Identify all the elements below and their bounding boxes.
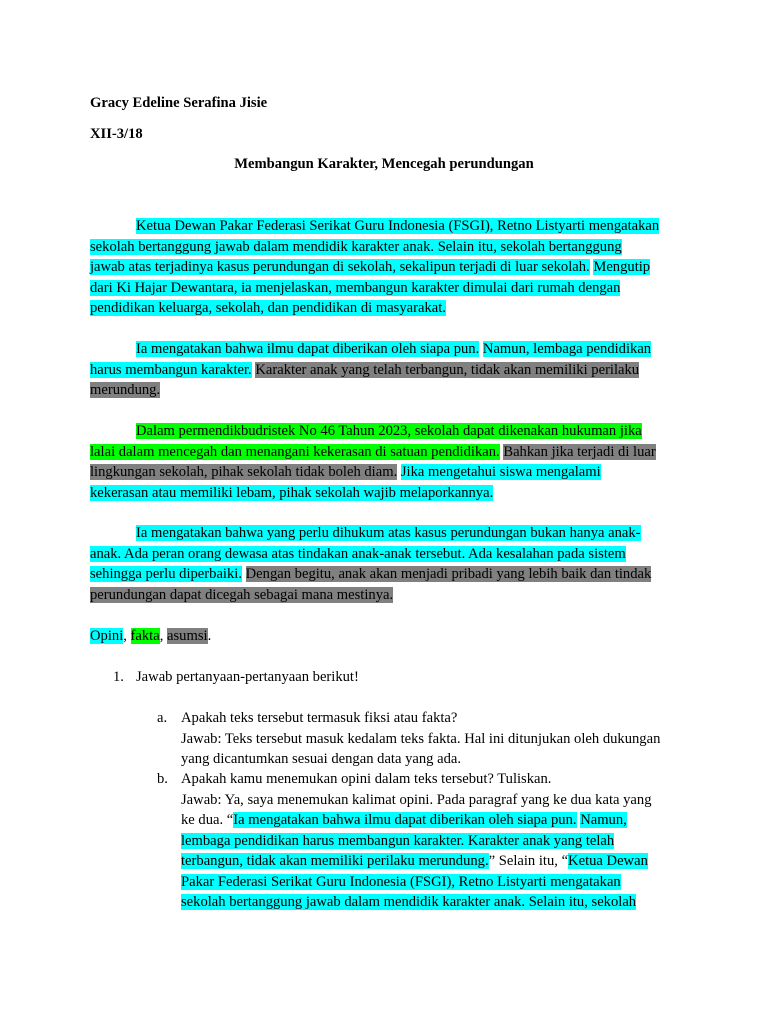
- paragraph-4-line: [90, 585, 690, 606]
- paragraph-4-line: [90, 564, 690, 585]
- paragraph-2-line: [90, 360, 690, 381]
- paragraph-4-line: [136, 523, 736, 544]
- paragraph-2-line: [90, 380, 690, 401]
- paragraph-3-line: [90, 483, 690, 504]
- highlight-cyan: Ia mengatakan bahwa yang perlu dihukum atas kasus perundungan bukan hanya anak-: [136, 525, 641, 541]
- question-b-line: [181, 769, 768, 790]
- paragraph-1-line: [136, 216, 736, 237]
- highlight-cyan: sekolah bertanggung jawab dalam mendidik karakter anak. Selain itu, sekolah bertanggung: [90, 239, 622, 255]
- list-number: 1.: [113, 669, 124, 685]
- text-run: Apakah teks tersebut termasuk fiksi atau fakta?: [181, 710, 458, 726]
- highlight-cyan: Pakar Federasi Serikat Guru Indonesia (FSGI), Retno Listyarti mengatakan: [181, 874, 621, 890]
- highlight-green: fakta: [130, 628, 160, 644]
- highlight-cyan: Ia mengatakan bahwa ilmu dapat diberikan oleh siapa pun.: [233, 812, 577, 828]
- highlight-gray: Karakter anak yang telah terbangun, tidak akan memiliki perilaku: [255, 362, 640, 378]
- highlight-cyan: Mengutip: [593, 259, 651, 275]
- highlight-cyan: Ia mengatakan bahwa ilmu dapat diberikan oleh siapa pun.: [136, 341, 480, 357]
- text-run: Apakah kamu menemukan opini dalam teks tersebut? Tuliskan.: [181, 771, 552, 787]
- question-b-line: [181, 872, 768, 893]
- highlight-cyan: sehingga perlu diperbaiki.: [90, 566, 242, 582]
- list-prompt: Jawab pertanyaan-pertanyaan berikut!: [136, 669, 359, 685]
- highlight-gray: perundungan dapat dicegah sebagai mana mestinya.: [90, 587, 394, 603]
- highlight-cyan: dari Ki Hajar Dewantara, ia menjelaskan, membangun karakter dimulai dari rumah dengan: [90, 280, 621, 296]
- highlight-cyan: Ketua Dewan Pakar Federasi Serikat Guru Indonesia (FSGI), Retno Listyarti mengatakan: [136, 218, 660, 234]
- question-b-line: [181, 892, 768, 913]
- highlight-cyan: Ketua Dewan: [568, 853, 648, 869]
- text-run: Jawab: Ya, saya menemukan kalimat opini. Pada paragraf yang ke dua kata yang: [181, 792, 652, 808]
- highlight-cyan: anak. Ada peran orang dewasa atas tindakan anak-anak tersebut. Ada kesalahan pada sistem: [90, 546, 626, 562]
- document-title: Membangun Karakter, Mencegah perundungan: [234, 156, 534, 172]
- highlight-cyan: terbangun, tidak akan memiliki perilaku merundung.: [181, 853, 489, 869]
- text-run: ke dua. “: [181, 812, 234, 828]
- highlight-cyan: sekolah bertanggung jawab dalam mendidik karakter anak. Selain itu, sekolah: [181, 894, 637, 910]
- text-run: Jawab: Teks tersebut masuk kedalam teks fakta. Hal ini ditunjukan oleh dukungan: [181, 731, 661, 747]
- highlight-legend: [90, 626, 690, 647]
- highlight-gray: Bahkan jika terjadi di luar: [503, 444, 656, 460]
- question-b-line: [181, 851, 768, 872]
- paragraph-1-line: [90, 298, 690, 319]
- highlight-cyan: lembaga pendidikan harus membangun karakter. Karakter anak yang telah: [181, 833, 615, 849]
- text-run: .: [207, 628, 212, 644]
- highlight-cyan: Jika mengetahui siswa mengalami: [400, 464, 601, 480]
- highlight-cyan: harus membangun karakter.: [90, 362, 252, 378]
- class-id: XII-3/18: [90, 126, 143, 142]
- highlight-green: Dalam permendikbudristek No 46 Tahun 2023, sekolah dapat dikenakan hukuman jika: [136, 423, 642, 439]
- paragraph-1-line: [90, 237, 690, 258]
- question-a-line: [181, 708, 768, 729]
- text-run: ,: [159, 628, 168, 644]
- text-run: ” Selain itu, “: [488, 853, 569, 869]
- highlight-cyan: pendidikan keluarga, sekolah, dan pendidikan di masyarakat.: [90, 300, 446, 316]
- paragraph-1-line: [90, 257, 690, 278]
- sub-item-marker: b.: [157, 771, 168, 787]
- paragraph-2-line: [136, 339, 736, 360]
- highlight-gray: merundung.: [90, 382, 161, 398]
- paragraph-4-line: [90, 544, 690, 565]
- highlight-cyan: Opini: [90, 628, 124, 644]
- author-name: Gracy Edeline Serafina Jisie: [90, 95, 268, 111]
- paragraph-1-line: [90, 278, 690, 299]
- highlight-cyan: jawab atas terjadinya kasus perundungan di sekolah, sekalipun terjadi di luar sekolah.: [90, 259, 590, 275]
- text-run: yang dicantumkan sesuai dengan data yang ada.: [181, 751, 462, 767]
- highlight-green: lalai dalam mencegah dan menangani kekerasan di satuan pendidikan.: [90, 444, 500, 460]
- text-run: ,: [123, 628, 131, 644]
- highlight-gray: lingkungan sekolah, pihak sekolah tidak boleh diam.: [90, 464, 398, 480]
- highlight-cyan: Namun,: [580, 812, 627, 828]
- paragraph-3-line: [136, 421, 736, 442]
- highlight-cyan: Namun, lembaga pendidikan: [482, 341, 652, 357]
- question-b-line: [181, 810, 768, 831]
- paragraph-3-line: [90, 462, 690, 483]
- highlight-gray: asumsi: [167, 628, 208, 644]
- question-a-line: [181, 729, 768, 750]
- question-a-line: [181, 749, 768, 770]
- question-b-line: [181, 790, 768, 811]
- sub-item-marker: a.: [157, 710, 168, 726]
- highlight-gray: Dengan begitu, anak akan menjadi pribadi yang lebih baik dan tindak: [245, 566, 652, 582]
- highlight-cyan: kekerasan atau memiliki lebam, pihak sekolah wajib melaporkannya.: [90, 485, 494, 501]
- question-b-line: [181, 831, 768, 852]
- paragraph-3-line: [90, 442, 690, 463]
